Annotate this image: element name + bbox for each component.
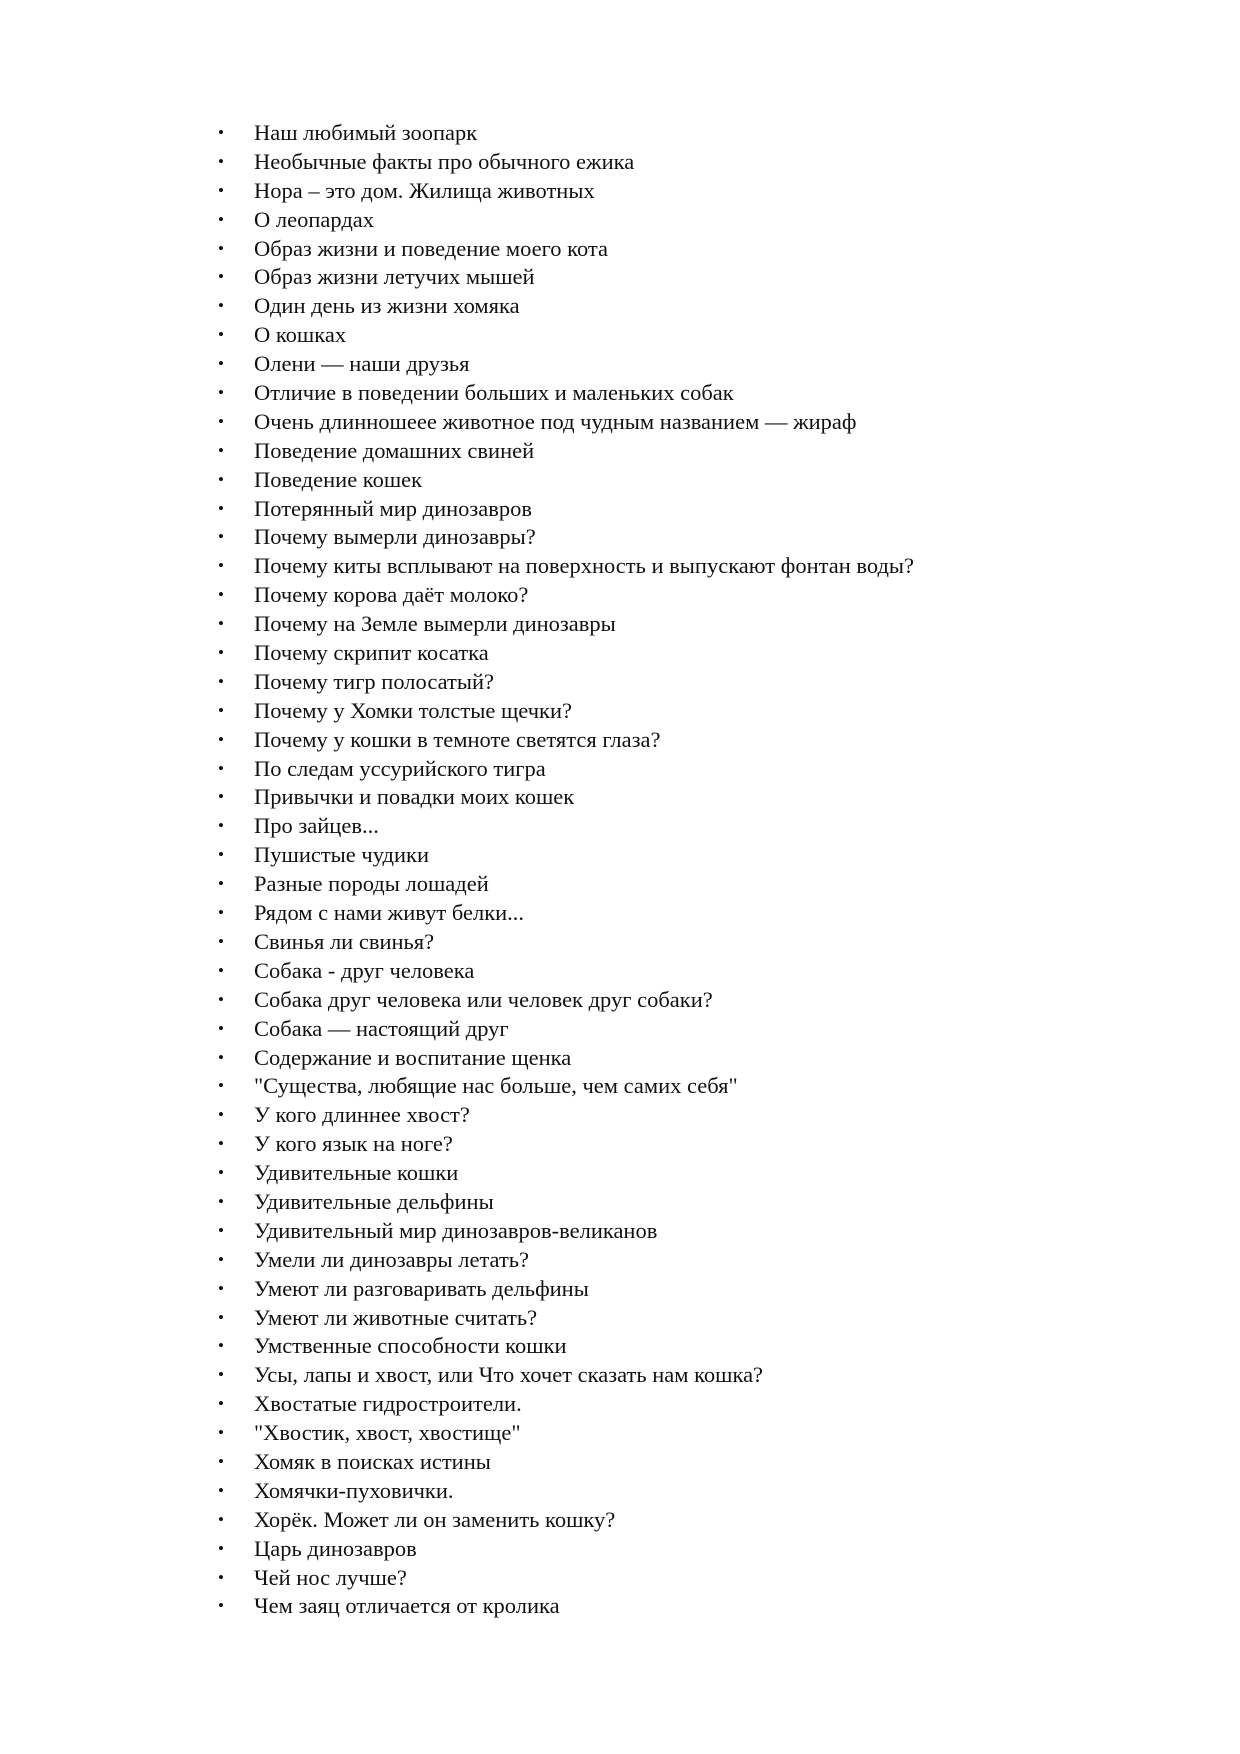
bullet-icon: • — [218, 643, 224, 663]
list-item-text: У кого длиннее хвост? — [254, 1102, 470, 1128]
bullet-icon: • — [218, 1538, 224, 1558]
list-item-text: Потерянный мир динозавров — [254, 495, 533, 521]
list-item-text: По следам уссурийского тигра — [254, 755, 546, 781]
bullet-icon: • — [218, 440, 224, 460]
list-item-text: О леопардах — [254, 206, 375, 232]
bullet-icon: • — [218, 1278, 224, 1298]
list-item-text: Царь динозавров — [254, 1535, 417, 1561]
list-item-text: Чем заяц отличается от кролика — [254, 1593, 560, 1619]
bullet-icon: • — [218, 671, 224, 691]
list-item-text: Усы, лапы и хвост, или Что хочет сказать нам кошка? — [254, 1362, 764, 1388]
bullet-icon: • — [218, 556, 224, 576]
bullet-icon: • — [218, 989, 224, 1009]
bullet-icon: • — [218, 787, 224, 807]
bullet-icon: • — [218, 180, 224, 200]
list-item-text: Образ жизни и поведение моего кота — [254, 235, 609, 261]
bullet-icon: • — [218, 1018, 224, 1038]
list-item-text: Умеют ли животные считать? — [254, 1304, 538, 1330]
list-item-text: Образ жизни летучих мышей — [254, 264, 535, 290]
list-item-text: Наш любимый зоопарк — [254, 120, 478, 145]
bullet-icon: • — [218, 1047, 224, 1067]
bullet-icon: • — [218, 469, 224, 489]
bullet-icon: • — [218, 325, 224, 345]
list-item-text: Пушистые чудики — [254, 842, 430, 868]
bullet-icon: • — [218, 1596, 224, 1616]
bullet-icon: • — [218, 1134, 224, 1154]
bullet-icon: • — [218, 1567, 224, 1587]
bullet-icon: • — [218, 758, 224, 778]
list-item-text: Один день из жизни хомяка — [254, 293, 520, 319]
bullet-icon: • — [218, 1105, 224, 1125]
bullet-icon: • — [218, 1336, 224, 1356]
list-item-text: Удивительные дельфины — [254, 1188, 494, 1214]
list-item-text: Очень длинношеее животное под чудным названием — жираф — [254, 408, 857, 434]
list-item-text: У кого язык на ноге? — [254, 1131, 453, 1157]
list-item-text: Хомячки-пуховички. — [254, 1477, 454, 1503]
list-item-text: Олени — наши друзья — [254, 351, 470, 377]
bullet-icon: • — [218, 816, 224, 836]
list-item-text: Поведение кошек — [254, 466, 423, 492]
bullet-icon: • — [218, 238, 224, 258]
bullet-icon: • — [218, 1076, 224, 1096]
list-item-text: Рядом с нами живут белки... — [254, 900, 525, 926]
list-item-text: "Хвостик, хвост, хвостище" — [254, 1420, 521, 1446]
list-item-text: Хомяк в поисках истины — [254, 1448, 491, 1474]
list-item-text: Умели ли динозавры летать? — [254, 1246, 530, 1272]
list-item-text: Умственные способности кошки — [254, 1333, 567, 1359]
list-item-text: Почему на Земле вымерли динозавры — [254, 611, 616, 637]
list-item-text: Почему тигр полосатый? — [254, 668, 494, 694]
bullet-icon: • — [218, 931, 224, 951]
list-item-text: Отличие в поведении больших и маленьких собак — [254, 380, 734, 406]
list-item-text: Свинья ли свинья? — [254, 928, 435, 954]
bullet-icon: • — [218, 209, 224, 229]
bullet-icon: • — [218, 700, 224, 720]
list-item-text: Почему скрипит косатка — [254, 640, 489, 666]
list-item-text: Почему у Хомки толстые щечки? — [254, 697, 572, 723]
bullet-icon: • — [218, 1249, 224, 1269]
bullet-icon: • — [218, 614, 224, 634]
bullet-icon: • — [218, 960, 224, 980]
list-item-text: Почему вымерли динозавры? — [254, 524, 536, 550]
bullet-icon: • — [218, 1394, 224, 1414]
bullet-icon: • — [218, 1307, 224, 1327]
bullet-icon: • — [218, 1509, 224, 1529]
list-item-text: Хорёк. Может ли он заменить кошку? — [254, 1506, 616, 1532]
bullet-icon: • — [218, 1480, 224, 1500]
list-item-text: Почему киты всплывают на поверхность и выпускают фонтан воды? — [254, 553, 914, 579]
list-item-text: Удивительный мир динозавров-великанов — [254, 1217, 658, 1243]
bullet-icon: • — [218, 845, 224, 865]
list-item-text: Нора – это дом. Жилища животных — [254, 177, 595, 203]
list-item-text: Почему корова даёт молоко? — [254, 582, 529, 608]
bullet-icon: • — [218, 903, 224, 923]
bullet-icon: • — [218, 1423, 224, 1443]
list-item-text: Умеют ли разговаривать дельфины — [254, 1275, 589, 1301]
bullet-icon: • — [218, 1220, 224, 1240]
bullet-icon: • — [218, 729, 224, 749]
list-item-text: Привычки и повадки моих кошек — [254, 784, 575, 810]
bullet-icon: • — [218, 354, 224, 374]
list-item-text: Поведение домашних свиней — [254, 437, 535, 463]
list-item-text: Собака друг человека или человек друг собаки? — [254, 986, 713, 1012]
list-item-text: Про зайцев... — [254, 813, 379, 839]
bullet-icon: • — [218, 498, 224, 518]
list-item-text: Разные породы лошадей — [254, 871, 489, 897]
list-item-text: Собака - друг человека — [254, 957, 475, 983]
list-item-text: Содержание и воспитание щенка — [254, 1044, 572, 1070]
bullet-icon: • — [218, 874, 224, 894]
bullet-icon: • — [218, 1365, 224, 1385]
list-item-text: Хвостатые гидростроители. — [254, 1391, 522, 1417]
bullet-icon: • — [218, 1191, 224, 1211]
bullet-icon: • — [218, 585, 224, 605]
list-item-text: Удивительные кошки — [254, 1160, 459, 1186]
bullet-icon: • — [218, 296, 224, 316]
bullet-icon: • — [218, 411, 224, 431]
bullet-icon: • — [218, 527, 224, 547]
bullet-icon: • — [218, 267, 224, 287]
list-item-text: О кошках — [254, 322, 347, 348]
list-item-text: Чей нос лучше? — [254, 1564, 407, 1590]
bullet-icon: • — [218, 1451, 224, 1471]
bullet-icon: • — [218, 383, 224, 403]
bullet-icon: • — [218, 151, 224, 171]
bullet-icon: • — [218, 1163, 224, 1183]
bullet-icon: • — [218, 123, 224, 142]
list-item-text: "Существа, любящие нас больше, чем самих себя" — [254, 1073, 738, 1099]
list-item-text: Необычные факты про обычного ежика — [254, 148, 635, 174]
list-item-text: Собака — настоящий друг — [254, 1015, 509, 1041]
list-item-text: Почему у кошки в темноте светятся глаза? — [254, 726, 661, 752]
